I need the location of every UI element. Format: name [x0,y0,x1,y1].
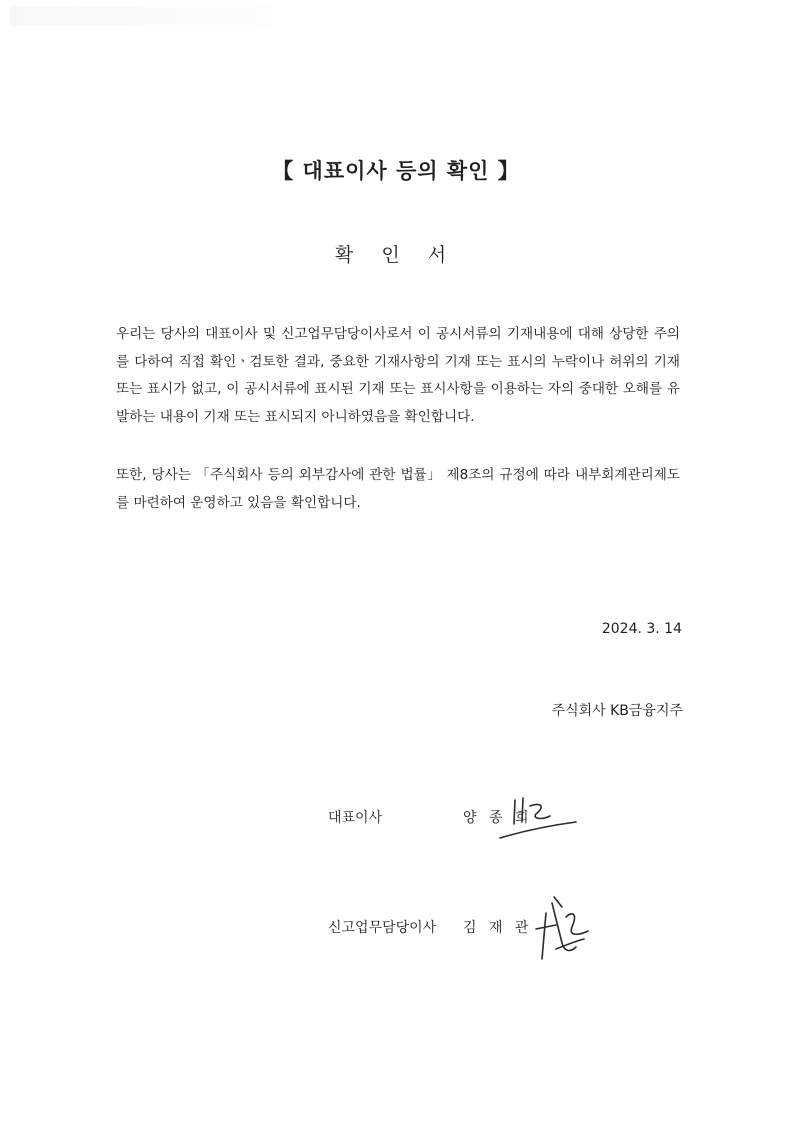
internal-control-paragraph: 또한, 당사는 「주식회사 등의 외부감사에 관한 법률」 제8조의 규정에 따라 내부회계관리제도를 마련하여 운영하고 있음을 확인합니다. [116,467,680,511]
signatory-role-ceo: 대표이사 [328,810,383,826]
signatory-role-disclosure-officer: 신고업무담당이사 [328,920,437,936]
confirmation-paragraph: 우리는 당사의 대표이사 및 신고업무담당이사로서 이 공시서류의 기재내용에 대해 상당한 주의를 다하여 직접 확인ㆍ검토한 결과, 중요한 기재사항의 기재 또는 표시의 누락이나 허위의 기재 또는 표시가 없고, 이 공시서류에 표시된 기재 또는 표시사항을 이용하는 자의 중대한 오해를 유발하는 내용이 기재 또는 표시되지 아니하였음을 확인합니다. [116,326,680,425]
document-date: 2024. 3. 14 [601,621,682,637]
document-title: 【 대표이사 등의 확인 】 [272,159,520,183]
disclosure-officer-signature [532,893,592,965]
company-name: 주식회사 KB금융지주 [551,703,683,719]
scan-artifact [10,6,272,26]
signatory-name-ceo: 양 종 희 [463,810,533,826]
signatory-name-disclosure-officer: 김 재 관 [463,920,533,936]
ceo-signature [498,792,578,844]
document-subtitle: 확 인 서 [334,244,458,266]
